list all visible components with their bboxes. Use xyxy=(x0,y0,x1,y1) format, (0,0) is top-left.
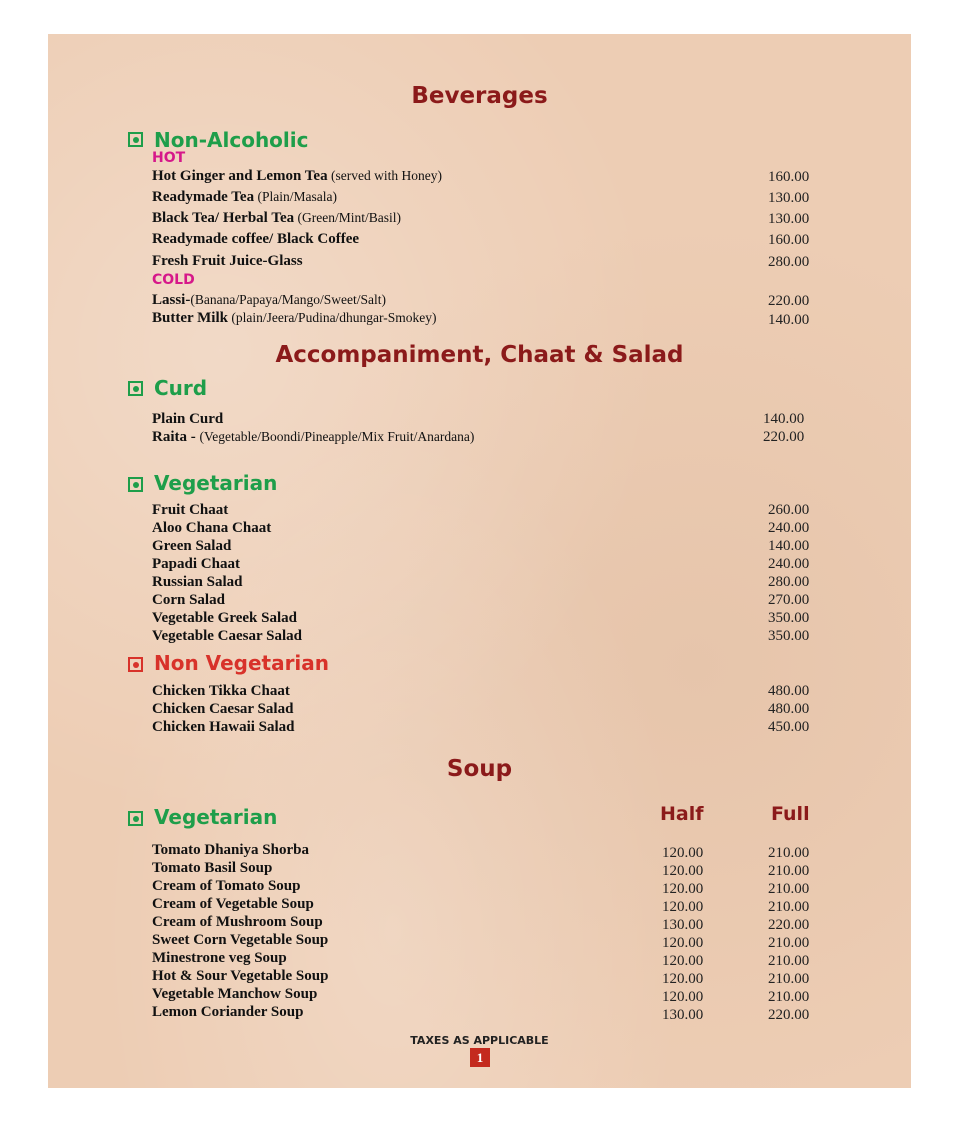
full-column-header: Full xyxy=(771,803,810,825)
half-price: 120.00 xyxy=(662,989,704,1005)
curd-heading: Curd xyxy=(154,376,208,400)
half-price: 120.00 xyxy=(662,935,704,951)
full-price: 210.00 xyxy=(768,935,810,951)
list-item: Aloo Chana Chaat xyxy=(152,520,272,536)
list-item: Cream of Mushroom Soup xyxy=(152,914,323,930)
list-item: Lassi-(Banana/Papaya/Mango/Sweet/Salt) xyxy=(152,292,387,308)
full-price: 210.00 xyxy=(768,863,810,879)
item-price: 240.00 xyxy=(768,556,810,572)
list-item: Corn Salad xyxy=(152,592,225,608)
list-item: Chicken Tikka Chaat xyxy=(152,683,290,699)
non-alcoholic-heading: Non-Alcoholic xyxy=(154,128,309,152)
list-item: Readymade coffee/ Black Coffee xyxy=(152,231,360,247)
list-item: Raita - (Vegetable/Boondi/Pineapple/Mix Fruit/Anardana) xyxy=(152,429,475,445)
full-price: 210.00 xyxy=(768,971,810,987)
list-item: Tomato Dhaniya Shorba xyxy=(152,842,309,858)
full-price: 210.00 xyxy=(768,989,810,1005)
item-price: 160.00 xyxy=(768,232,810,248)
item-price: 480.00 xyxy=(768,701,810,717)
list-item: Vegetable Manchow Soup xyxy=(152,986,318,1002)
accompaniment-title: Accompaniment, Chaat & Salad xyxy=(275,342,684,368)
half-price: 130.00 xyxy=(662,1007,704,1023)
soup-vegetarian-heading: Vegetarian xyxy=(154,805,278,829)
taxes-note: TAXES AS APPLICABLE xyxy=(410,1034,549,1047)
list-item: Russian Salad xyxy=(152,574,243,590)
list-item: Butter Milk (plain/Jeera/Pudina/dhungar-Smokey) xyxy=(152,310,437,326)
half-price: 120.00 xyxy=(662,881,704,897)
list-item: Lemon Coriander Soup xyxy=(152,1004,304,1020)
full-price: 220.00 xyxy=(768,1007,810,1023)
list-item: Cream of Vegetable Soup xyxy=(152,896,314,912)
item-price: 280.00 xyxy=(768,254,810,270)
item-price: 140.00 xyxy=(768,538,810,554)
item-price: 350.00 xyxy=(768,610,810,626)
half-price: 120.00 xyxy=(662,971,704,987)
hot-label: HOT xyxy=(152,150,186,166)
half-price: 130.00 xyxy=(662,917,704,933)
list-item: Green Salad xyxy=(152,538,232,554)
list-item: Hot Ginger and Lemon Tea (served with Honey) xyxy=(152,168,442,184)
item-price: 160.00 xyxy=(768,169,810,185)
full-price: 210.00 xyxy=(768,881,810,897)
menu-page xyxy=(48,34,911,1088)
list-item: Chicken Hawaii Salad xyxy=(152,719,295,735)
half-price: 120.00 xyxy=(662,953,704,969)
full-price: 210.00 xyxy=(768,953,810,969)
item-price: 350.00 xyxy=(768,628,810,644)
item-price: 450.00 xyxy=(768,719,810,735)
list-item: Hot & Sour Vegetable Soup xyxy=(152,968,329,984)
list-item: Vegetable Greek Salad xyxy=(152,610,297,626)
list-item: Minestrone veg Soup xyxy=(152,950,287,966)
item-price: 270.00 xyxy=(768,592,810,608)
item-price: 220.00 xyxy=(763,429,805,445)
veg-mark-icon xyxy=(128,811,143,826)
item-price: 130.00 xyxy=(768,211,810,227)
non-vegetarian-heading: Non Vegetarian xyxy=(154,651,330,675)
half-price: 120.00 xyxy=(662,899,704,915)
item-price: 130.00 xyxy=(768,190,810,206)
item-price: 220.00 xyxy=(768,293,810,309)
cold-label: COLD xyxy=(152,272,195,288)
list-item: Fruit Chaat xyxy=(152,502,229,518)
item-price: 140.00 xyxy=(763,411,805,427)
list-item: Plain Curd xyxy=(152,411,224,427)
list-item: Black Tea/ Herbal Tea (Green/Mint/Basil) xyxy=(152,210,401,226)
half-price: 120.00 xyxy=(662,863,704,879)
veg-mark-icon xyxy=(128,381,143,396)
half-column-header: Half xyxy=(660,803,704,825)
list-item: Vegetable Caesar Salad xyxy=(152,628,302,644)
soup-title: Soup xyxy=(446,756,513,782)
full-price: 220.00 xyxy=(768,917,810,933)
item-price: 480.00 xyxy=(768,683,810,699)
item-price: 280.00 xyxy=(768,574,810,590)
list-item: Chicken Caesar Salad xyxy=(152,701,294,717)
half-price: 120.00 xyxy=(662,845,704,861)
beverages-title: Beverages xyxy=(411,83,548,109)
nonveg-mark-icon xyxy=(128,657,143,672)
veg-mark-icon xyxy=(128,132,143,147)
full-price: 210.00 xyxy=(768,899,810,915)
page-number: 1 xyxy=(470,1048,490,1067)
item-price: 260.00 xyxy=(768,502,810,518)
list-item: Papadi Chaat xyxy=(152,556,240,572)
item-price: 140.00 xyxy=(768,312,810,328)
item-price: 240.00 xyxy=(768,520,810,536)
list-item: Fresh Fruit Juice-Glass xyxy=(152,253,303,269)
list-item: Readymade Tea (Plain/Masala) xyxy=(152,189,337,205)
list-item: Sweet Corn Vegetable Soup xyxy=(152,932,329,948)
list-item: Tomato Basil Soup xyxy=(152,860,273,876)
full-price: 210.00 xyxy=(768,845,810,861)
list-item: Cream of Tomato Soup xyxy=(152,878,301,894)
veg-mark-icon xyxy=(128,477,143,492)
vegetarian-heading: Vegetarian xyxy=(154,471,278,495)
